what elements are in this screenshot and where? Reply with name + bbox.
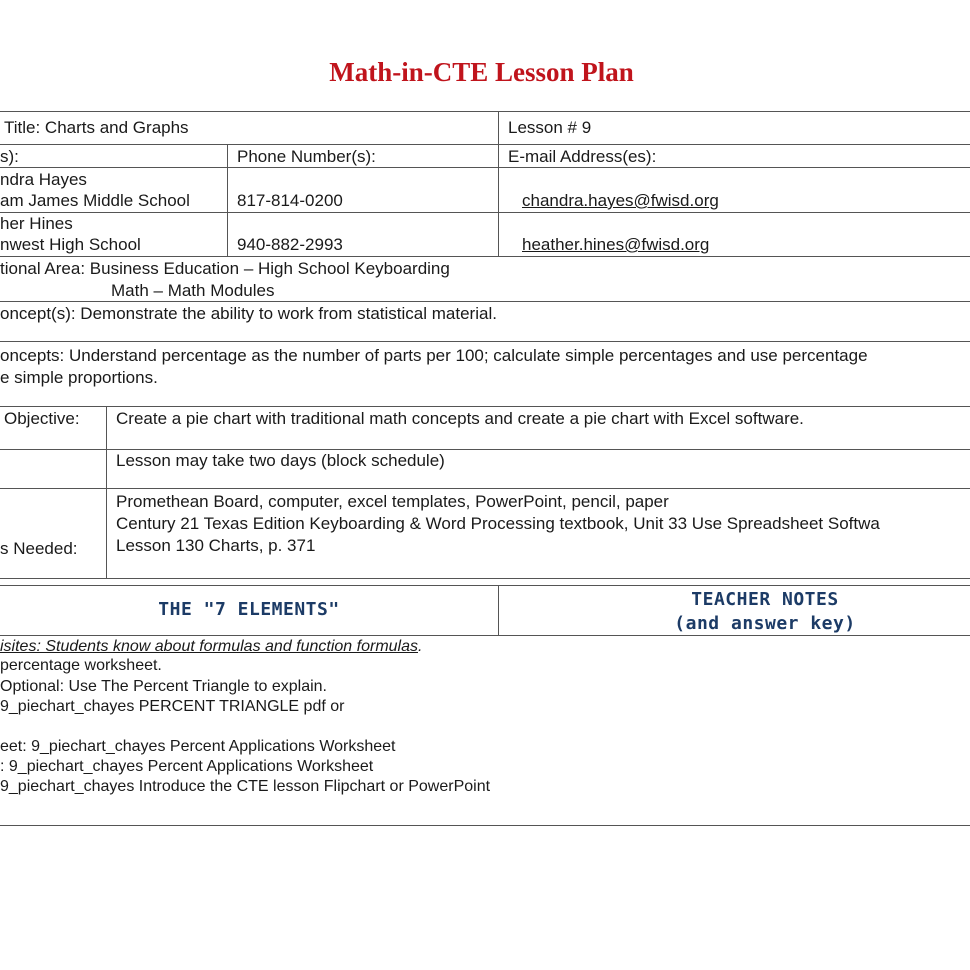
occupational-area: tional Area: Business Education – High School Keyboarding [0, 259, 450, 278]
author-school: nwest High School [0, 235, 141, 254]
author-column-header: s): [0, 147, 19, 166]
prerequisites-heading [0, 637, 422, 657]
author-email-link[interactable]: heather.hines@fwisd.org [522, 235, 710, 254]
author-phone: 940-882-2993 [237, 235, 343, 254]
prerequisites-line: 9_piechart_chayes PERCENT TRIANGLE pdf or [0, 698, 345, 715]
occupational-area-math: Math – Math Modules [111, 281, 275, 300]
prerequisites-line: Optional: Use The Percent Triangle to explain. [0, 678, 327, 695]
prerequisites-line: : 9_piechart_chayes Percent Applications Worksheet [0, 758, 374, 775]
cte-concepts: oncept(s): Demonstrate the ability to work from statistical material. [0, 304, 497, 323]
math-concepts-cont: e simple proportions. [0, 368, 158, 387]
objective-text: Create a pie chart with traditional math concepts and create a pie chart with Excel software. [116, 409, 804, 428]
prerequisites-heading-text: isites: Students know about formulas and function formulas [0, 638, 418, 655]
author-phone: 817-814-0200 [237, 191, 343, 210]
phone-column-header: Phone Number(s): [237, 147, 376, 166]
math-concepts: oncepts: Understand percentage as the number of parts per 100; calculate simple percentages and use percentage [0, 346, 868, 365]
author-name: ndra Hayes [0, 170, 87, 189]
author-email-link[interactable]: chandra.hayes@fwisd.org [522, 191, 719, 210]
lesson-title: Title: Charts and Graphs [4, 118, 189, 137]
lesson-number: Lesson # 9 [508, 118, 592, 137]
prerequisites-line: percentage worksheet. [0, 657, 162, 674]
answer-key-heading: (and answer key) [674, 613, 856, 634]
materials-line: Lesson 130 Charts, p. 371 [116, 536, 316, 555]
materials-line: Century 21 Texas Edition Keyboarding & Word Processing textbook, Unit 33 Use Spreadsheet Softwa [116, 514, 880, 533]
prerequisites-line: eet: 9_piechart_chayes Percent Applications Worksheet [0, 738, 396, 755]
email-column-header: E-mail Address(es): [508, 147, 657, 166]
objective-label: Objective: [4, 409, 80, 428]
prerequisites-line: 9_piechart_chayes Introduce the CTE lesson Flipchart or PowerPoint [0, 778, 491, 795]
materials-line: Promethean Board, computer, excel templates, PowerPoint, pencil, paper [116, 492, 669, 511]
teacher-notes-heading: TEACHER NOTES [691, 589, 839, 610]
page-title: Math-in-CTE Lesson Plan [329, 57, 634, 87]
time-text: Lesson may take two days (block schedule) [116, 451, 445, 470]
author-school: am James Middle School [0, 191, 190, 210]
seven-elements-heading: THE "7 ELEMENTS" [158, 599, 340, 620]
prerequisites-period: . [418, 638, 423, 655]
materials-label: s Needed: [0, 539, 78, 558]
author-name: her Hines [0, 214, 73, 233]
